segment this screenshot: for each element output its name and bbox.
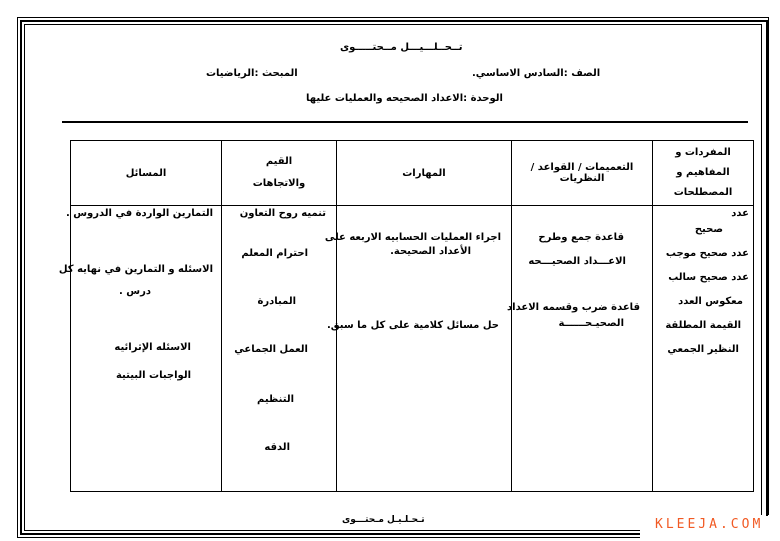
grade-label: الصف :السادس الاساسي. [472,68,601,79]
header-rules: التعميمات / القواعد /النظريات [512,141,653,206]
unit-label: الوحدة :الاعداد الصحيحه والعمليات عليها [306,93,503,104]
header-vocab: المفردات و المفاهيم و المصطلحات [653,141,754,206]
skills-cell: اجراء العمليات الحسابيه الاربعه على الأعداد الصحيحة. حل مسائل كلامية على كل ما سبق. [337,206,512,492]
divider [62,121,748,123]
rules-cell: قاعدة جمع وطرح الاعـــداد الصحيـــحه قاعدة ضرب وقسمه الاعداد الصحيـحــــــة [512,206,653,492]
header-problems: المسائل [71,141,222,206]
footer-title: تـحـلـيـل مـحتـــوى [342,515,425,525]
watermark: KLEEJA.COM [655,517,764,532]
values-cell: تنميه روح التعاون احترام المعلم المبادرة العمل الجماعي التنظيم الدقه [222,206,337,492]
vocab-cell: عدد صحيح عدد صحيح موجب عدد صحيح سالب معكوس العدد القيمة المطلقة النظير الجمعي [653,206,754,492]
doc-title: تــحــلـــيـــل مــحتـــــوى [340,42,463,53]
header-values: القيم والاتجاهات [222,141,337,206]
header-skills: المهارات [337,141,512,206]
content-analysis-table [58,140,754,492]
subject-label: المبحث :الرياضيات [206,68,298,79]
problems-cell: التمارين الواردة في الدروس . الاسئله و التمارين في نهايه كل درس . الاسئله الإثرائيه الواجبات البيتية [71,206,222,492]
